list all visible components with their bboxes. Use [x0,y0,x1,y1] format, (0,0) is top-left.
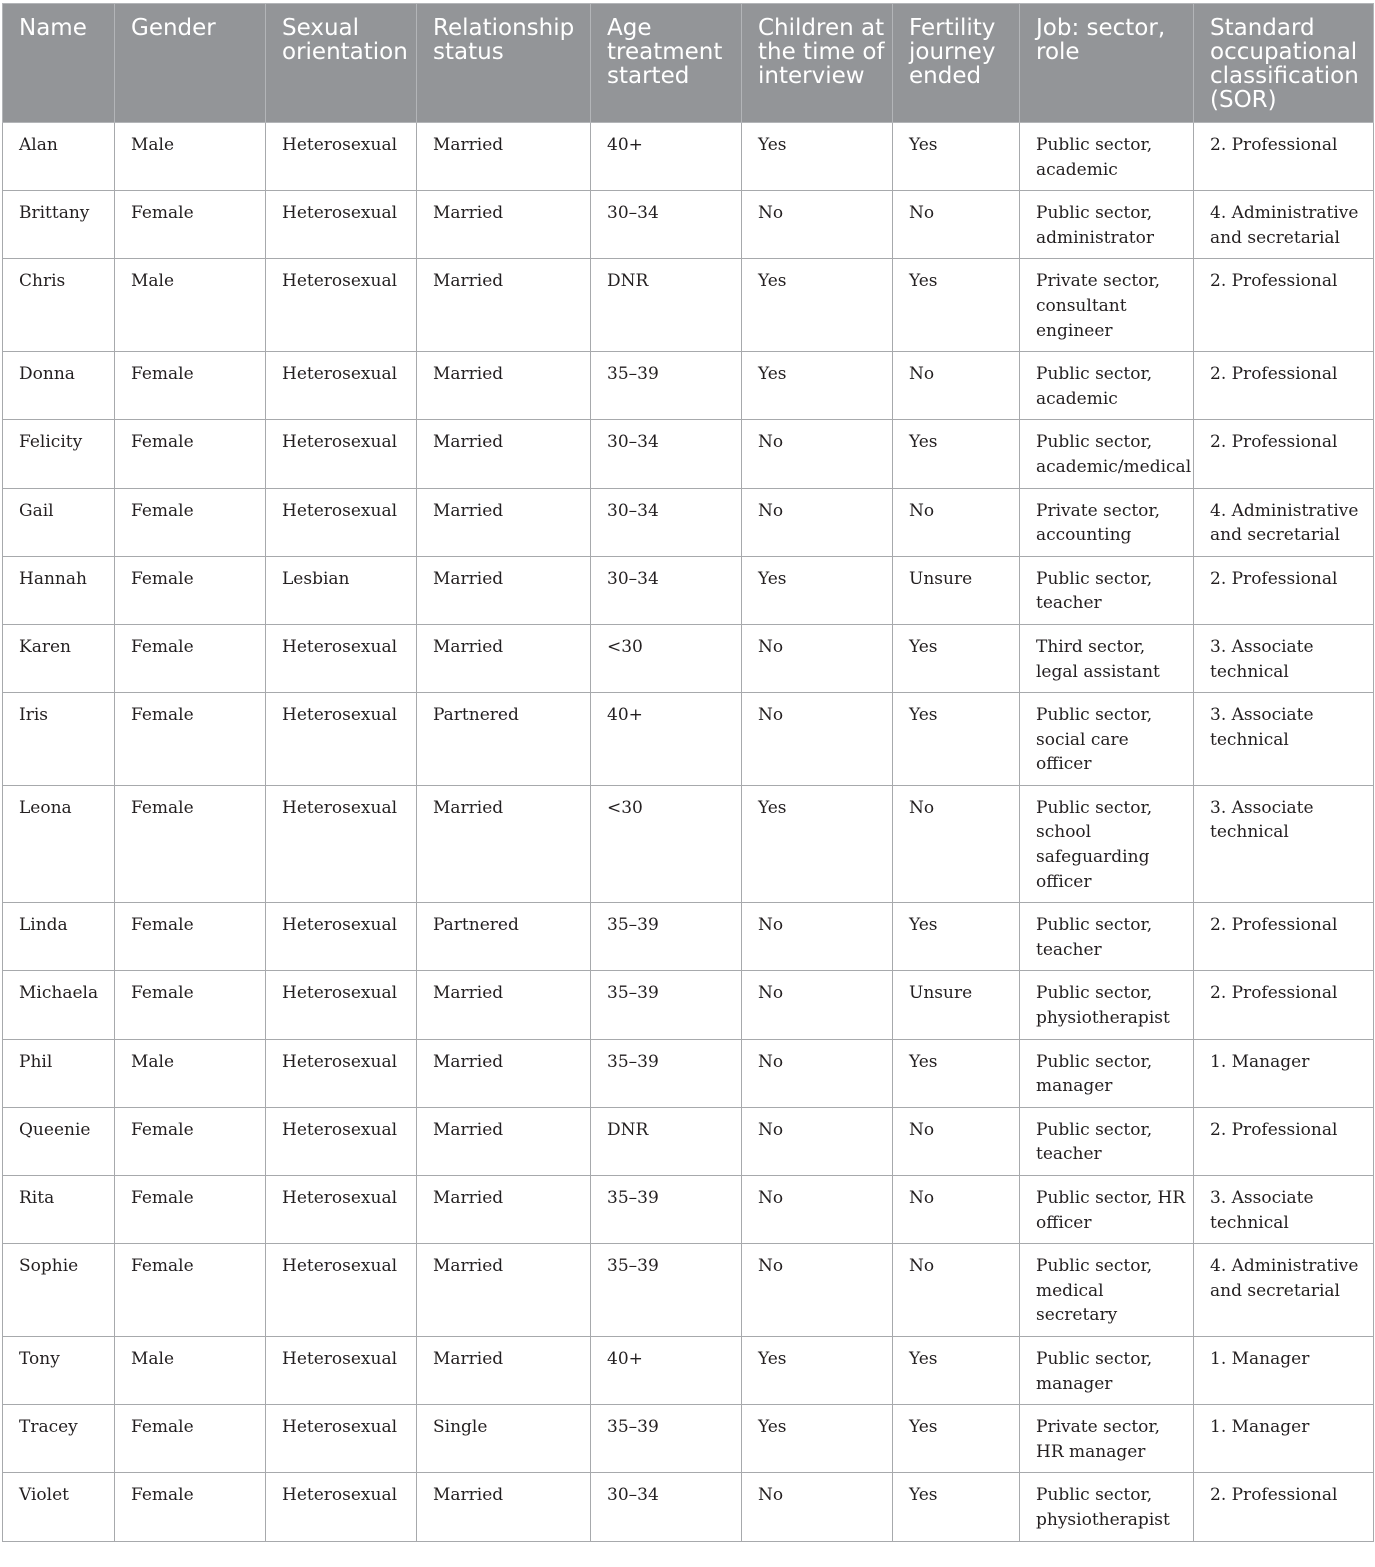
header-children-at-interview: Children at the time of interview [742,4,893,123]
cell-children: Yes [742,1336,893,1404]
cell-children: Yes [742,785,893,902]
header-age-treatment-started: Age treatment started [591,4,742,123]
cell-occupational-classification: 3. Associate technical [1194,693,1374,786]
table-row [3,624,1374,692]
cell-occupational-classification: 3. Associate technical [1194,1176,1374,1244]
cell-children: No [742,488,893,556]
cell-age-treatment-started: 40+ [591,693,742,786]
cell-sexual-orientation: Heterosexual [266,693,417,786]
cell-job: Public sector, academic [1020,352,1194,420]
cell-job: Public sector, academic [1020,123,1194,191]
cell-sexual-orientation: Heterosexual [266,971,417,1039]
cell-gender: Female [115,488,266,556]
table-row [3,1405,1374,1473]
cell-job: Public sector, administrator [1020,191,1194,259]
cell-children: No [742,624,893,692]
cell-age-treatment-started: 30–34 [591,556,742,624]
cell-gender: Male [115,259,266,352]
cell-fertility-journey-ended: No [893,1176,1020,1244]
cell-occupational-classification: 4. Administrative and secretarial [1194,1244,1374,1337]
header-relationship-status: Relationship status [417,4,591,123]
cell-gender: Female [115,1244,266,1337]
cell-fertility-journey-ended: No [893,488,1020,556]
table-row [3,1336,1374,1404]
cell-children: Yes [742,556,893,624]
cell-children: No [742,903,893,971]
cell-name: Violet [3,1473,115,1541]
cell-fertility-journey-ended: No [893,1244,1020,1337]
cell-gender: Male [115,1336,266,1404]
cell-fertility-journey-ended: Unsure [893,971,1020,1039]
cell-gender: Female [115,971,266,1039]
cell-name: Alan [3,123,115,191]
header-fertility-journey-ended: Fertility journey ended [893,4,1020,123]
cell-job: Public sector, teacher [1020,903,1194,971]
cell-children: No [742,191,893,259]
cell-relationship-status: Married [417,1244,591,1337]
cell-occupational-classification: 4. Administrative and secretarial [1194,488,1374,556]
cell-occupational-classification: 1. Manager [1194,1336,1374,1404]
cell-job: Public sector, manager [1020,1039,1194,1107]
cell-gender: Female [115,191,266,259]
cell-fertility-journey-ended: Yes [893,259,1020,352]
cell-relationship-status: Partnered [417,693,591,786]
cell-age-treatment-started: DNR [591,259,742,352]
cell-relationship-status: Married [417,191,591,259]
table-row [3,556,1374,624]
cell-occupational-classification: 2. Professional [1194,1473,1374,1541]
cell-sexual-orientation: Heterosexual [266,785,417,902]
cell-occupational-classification: 2. Professional [1194,259,1374,352]
table-row [3,420,1374,488]
cell-occupational-classification: 2. Professional [1194,971,1374,1039]
cell-sexual-orientation: Heterosexual [266,1107,417,1175]
cell-sexual-orientation: Heterosexual [266,903,417,971]
cell-occupational-classification: 2. Professional [1194,903,1374,971]
cell-sexual-orientation: Heterosexual [266,1405,417,1473]
header-occupational-classification: Standard occupational classification (SOR) [1194,4,1374,123]
cell-relationship-status: Married [417,352,591,420]
cell-relationship-status: Married [417,971,591,1039]
cell-occupational-classification: 2. Professional [1194,420,1374,488]
cell-sexual-orientation: Heterosexual [266,352,417,420]
cell-sexual-orientation: Heterosexual [266,1244,417,1337]
cell-sexual-orientation: Heterosexual [266,420,417,488]
table-row [3,903,1374,971]
cell-relationship-status: Married [417,123,591,191]
cell-gender: Female [115,1176,266,1244]
cell-job: Third sector, legal assistant [1020,624,1194,692]
cell-name: Donna [3,352,115,420]
cell-sexual-orientation: Heterosexual [266,624,417,692]
cell-name: Tony [3,1336,115,1404]
cell-occupational-classification: 1. Manager [1194,1039,1374,1107]
cell-name: Hannah [3,556,115,624]
cell-gender: Female [115,352,266,420]
cell-job: Public sector, manager [1020,1336,1194,1404]
cell-age-treatment-started: 30–34 [591,1473,742,1541]
cell-gender: Female [115,1405,266,1473]
cell-gender: Male [115,1039,266,1107]
cell-name: Sophie [3,1244,115,1337]
cell-relationship-status: Partnered [417,903,591,971]
cell-age-treatment-started: 35–39 [591,1244,742,1337]
cell-sexual-orientation: Heterosexual [266,123,417,191]
cell-children: Yes [742,123,893,191]
cell-age-treatment-started: DNR [591,1107,742,1175]
table-row [3,693,1374,786]
cell-job: Private sector, consultant engineer [1020,259,1194,352]
cell-name: Leona [3,785,115,902]
cell-relationship-status: Married [417,1039,591,1107]
cell-sexual-orientation: Heterosexual [266,191,417,259]
table-row [3,1244,1374,1337]
cell-gender: Male [115,123,266,191]
cell-job: Public sector, HR officer [1020,1176,1194,1244]
cell-job: Public sector, physiotherapist [1020,1473,1194,1541]
cell-name: Karen [3,624,115,692]
cell-age-treatment-started: 40+ [591,1336,742,1404]
cell-relationship-status: Married [417,1473,591,1541]
cell-occupational-classification: 3. Associate technical [1194,785,1374,902]
cell-fertility-journey-ended: Yes [893,1039,1020,1107]
cell-sexual-orientation: Heterosexual [266,488,417,556]
cell-gender: Female [115,693,266,786]
cell-job: Public sector, teacher [1020,556,1194,624]
cell-job: Public sector, academic/medical [1020,420,1194,488]
cell-age-treatment-started: 30–34 [591,420,742,488]
cell-name: Rita [3,1176,115,1244]
cell-gender: Female [115,1107,266,1175]
cell-children: No [742,1107,893,1175]
cell-occupational-classification: 3. Associate technical [1194,624,1374,692]
cell-name: Felicity [3,420,115,488]
cell-relationship-status: Married [417,259,591,352]
cell-fertility-journey-ended: Yes [893,123,1020,191]
cell-children: No [742,1176,893,1244]
cell-relationship-status: Married [417,420,591,488]
participants-table [2,3,1374,1542]
cell-sexual-orientation: Heterosexual [266,1176,417,1244]
cell-job: Public sector, physiotherapist [1020,971,1194,1039]
cell-fertility-journey-ended: No [893,352,1020,420]
table-body [3,123,1374,1542]
cell-fertility-journey-ended: Yes [893,1336,1020,1404]
cell-age-treatment-started: 30–34 [591,191,742,259]
cell-occupational-classification: 2. Professional [1194,1107,1374,1175]
cell-name: Queenie [3,1107,115,1175]
cell-name: Chris [3,259,115,352]
table-row [3,259,1374,352]
cell-age-treatment-started: <30 [591,624,742,692]
cell-gender: Female [115,624,266,692]
cell-children: No [742,1039,893,1107]
cell-sexual-orientation: Heterosexual [266,1473,417,1541]
cell-gender: Female [115,556,266,624]
header-name: Name [3,4,115,123]
cell-occupational-classification: 2. Professional [1194,556,1374,624]
cell-relationship-status: Married [417,1336,591,1404]
cell-name: Tracey [3,1405,115,1473]
cell-fertility-journey-ended: Yes [893,624,1020,692]
cell-children: No [742,693,893,786]
table-header [3,4,1374,123]
cell-children: No [742,420,893,488]
table-row [3,488,1374,556]
cell-job: Private sector, HR manager [1020,1405,1194,1473]
table-row [3,971,1374,1039]
cell-sexual-orientation: Heterosexual [266,259,417,352]
cell-fertility-journey-ended: Yes [893,1405,1020,1473]
table-row [3,123,1374,191]
cell-name: Gail [3,488,115,556]
cell-occupational-classification: 2. Professional [1194,123,1374,191]
table-row [3,1107,1374,1175]
cell-job: Private sector, accounting [1020,488,1194,556]
cell-name: Phil [3,1039,115,1107]
cell-fertility-journey-ended: Yes [893,693,1020,786]
cell-gender: Female [115,420,266,488]
cell-name: Linda [3,903,115,971]
cell-relationship-status: Married [417,488,591,556]
table-row [3,1176,1374,1244]
cell-fertility-journey-ended: No [893,785,1020,902]
table-row [3,1039,1374,1107]
cell-age-treatment-started: 35–39 [591,352,742,420]
cell-age-treatment-started: <30 [591,785,742,902]
cell-children: Yes [742,259,893,352]
cell-fertility-journey-ended: No [893,191,1020,259]
cell-name: Iris [3,693,115,786]
cell-children: No [742,1244,893,1337]
cell-name: Michaela [3,971,115,1039]
header-sexual-orientation: Sexual orientation [266,4,417,123]
cell-occupational-classification: 1. Manager [1194,1405,1374,1473]
cell-age-treatment-started: 35–39 [591,971,742,1039]
cell-sexual-orientation: Heterosexual [266,1336,417,1404]
table-row [3,352,1374,420]
cell-occupational-classification: 4. Administrative and secretarial [1194,191,1374,259]
cell-fertility-journey-ended: Yes [893,1473,1020,1541]
cell-age-treatment-started: 30–34 [591,488,742,556]
cell-occupational-classification: 2. Professional [1194,352,1374,420]
cell-relationship-status: Married [417,556,591,624]
cell-fertility-journey-ended: Yes [893,903,1020,971]
cell-relationship-status: Married [417,785,591,902]
cell-job: Public sector, school safeguarding officer [1020,785,1194,902]
cell-sexual-orientation: Lesbian [266,556,417,624]
cell-gender: Female [115,903,266,971]
cell-gender: Female [115,1473,266,1541]
cell-job: Public sector, teacher [1020,1107,1194,1175]
header-job-sector-role: Job: sector, role [1020,4,1194,123]
cell-relationship-status: Married [417,624,591,692]
cell-age-treatment-started: 35–39 [591,1405,742,1473]
header-gender: Gender [115,4,266,123]
cell-sexual-orientation: Heterosexual [266,1039,417,1107]
cell-age-treatment-started: 35–39 [591,1039,742,1107]
cell-children: Yes [742,1405,893,1473]
table-row [3,191,1374,259]
cell-job: Public sector, medical secretary [1020,1244,1194,1337]
cell-children: No [742,1473,893,1541]
cell-children: Yes [742,352,893,420]
cell-job: Public sector, social care officer [1020,693,1194,786]
cell-name: Brittany [3,191,115,259]
cell-age-treatment-started: 35–39 [591,1176,742,1244]
cell-gender: Female [115,785,266,902]
cell-relationship-status: Single [417,1405,591,1473]
cell-relationship-status: Married [417,1107,591,1175]
cell-age-treatment-started: 40+ [591,123,742,191]
cell-relationship-status: Married [417,1176,591,1244]
cell-fertility-journey-ended: Unsure [893,556,1020,624]
table-row [3,1473,1374,1541]
table-row [3,785,1374,902]
header-row [3,4,1374,123]
cell-age-treatment-started: 35–39 [591,903,742,971]
cell-children: No [742,971,893,1039]
cell-fertility-journey-ended: No [893,1107,1020,1175]
cell-fertility-journey-ended: Yes [893,420,1020,488]
